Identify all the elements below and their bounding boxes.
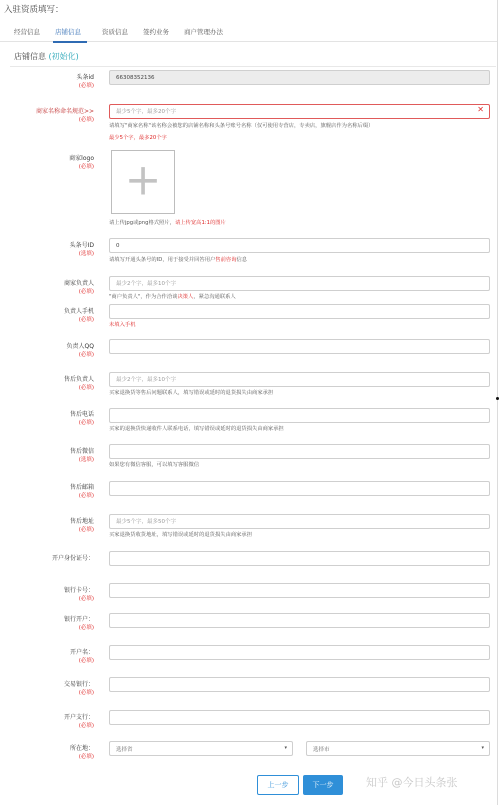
bank-card-input[interactable] <box>109 583 490 598</box>
clear-icon[interactable]: ✕ <box>477 105 484 114</box>
logo-hint <box>109 218 226 226</box>
prev-step-button[interactable]: 上一步 <box>257 775 299 795</box>
contact-qq-input[interactable] <box>109 339 490 354</box>
required-mark: (必填) <box>78 754 94 760</box>
required-mark: (必填) <box>78 690 94 696</box>
contact-hint-suffix: ，紧急沟通联系人 <box>193 294 236 300</box>
toutiao-id-hint-highlight: 售前咨询 <box>215 257 237 263</box>
chevron-down-icon: ▾ <box>284 745 287 751</box>
section-title-text: 店铺信息 <box>14 52 46 61</box>
shop-id-label: 头条id <box>76 74 94 81</box>
contact-phone-label-group <box>4 307 94 325</box>
aftersale-email-label: 售后邮箱 <box>69 484 94 491</box>
shop-id-label-group <box>4 73 94 91</box>
tab-bar <box>0 20 497 42</box>
required-mark: (必填) <box>78 289 94 295</box>
contact-phone-error: 未填入手机 <box>109 322 136 328</box>
location-label: 所在地： <box>69 745 94 752</box>
required-mark: (必填) <box>78 385 94 391</box>
chevron-down-icon: ▾ <box>481 745 484 751</box>
toutiao-id-hint-suffix: 信息 <box>236 257 248 263</box>
aftersale-wechat-label: 售后微信 <box>69 448 94 455</box>
contact-phone-label: 负责人手机 <box>63 308 94 315</box>
sub-branch-label-group <box>4 713 94 731</box>
aftersale-contact-input[interactable]: 最少2个字，最多10个字 <box>109 372 490 387</box>
toutiao-id-hint <box>109 255 247 263</box>
contact-qq-label-group <box>4 342 94 360</box>
page-border <box>497 0 498 805</box>
aftersale-address-hint: 买家退换货收货地址，填写错误或延时的退货损失由商家承担 <box>109 532 253 538</box>
tab-business-info[interactable]: 经营信息 <box>14 28 40 36</box>
tab-shop-info[interactable]: 店铺信息 <box>55 28 81 36</box>
aftersale-contact-label-group <box>4 375 94 393</box>
init-link[interactable]: (初始化) <box>48 52 79 61</box>
required-mark: (必填) <box>78 596 94 602</box>
id-card-label-group <box>4 554 94 563</box>
required-mark: (必填) <box>78 527 94 533</box>
bank-branch-label: 银行开户： <box>63 616 94 623</box>
settle-bank-label: 交易银行： <box>63 681 94 688</box>
aftersale-address-input[interactable]: 最少5个字，最多50个字 <box>109 514 490 529</box>
province-select[interactable] <box>109 741 293 756</box>
required-mark: (必填) <box>78 83 94 89</box>
city-select-value: 选择市 <box>313 747 330 753</box>
aftersale-wechat-label-group <box>4 447 94 465</box>
toutiao-id-label-group <box>4 241 94 259</box>
logo-upload-box[interactable] <box>111 150 175 214</box>
shop-name-label-link[interactable]: 商家名称命名规范>> <box>35 108 94 115</box>
plus-icon: + <box>124 154 162 206</box>
shop-id-field: 66308352136 <box>109 70 490 85</box>
toutiao-id-label: 头条号ID <box>69 242 94 249</box>
shop-name-hint: 请填写"商家名称"该名称会被您的店铺名称和头条号账号名称（仅可使用专营店，专卖店，旗舰店作为名称后缀） <box>109 123 374 129</box>
tab-qualification-info[interactable]: 资质信息 <box>102 28 128 36</box>
bank-card-label-group <box>4 586 94 604</box>
shop-name-input[interactable] <box>109 104 490 119</box>
shop-name-placeholder: 最少5个字，最多20个字 <box>116 109 176 115</box>
logo-label: 商家logo <box>69 155 94 162</box>
bank-branch-label-group <box>4 615 94 633</box>
account-name-label: 开户名： <box>69 649 94 656</box>
account-name-label-group <box>4 648 94 666</box>
aftersale-contact-label: 售后负责人 <box>63 376 94 383</box>
contact-hint-highlight: 决策人 <box>177 294 194 300</box>
sub-branch-label: 开户支行： <box>63 714 94 721</box>
aftersale-phone-hint: 买家的退换货快递收件人联系电话，填写错误或延时的退货损失由商家承担 <box>109 426 284 432</box>
logo-hint-text: 请上传jpg或png格式照片， <box>109 220 175 226</box>
toutiao-id-hint-text: 请填写开通头条号的ID，用于接受并回答用户 <box>109 257 216 263</box>
toutiao-id-input[interactable]: 0 <box>109 238 490 253</box>
contact-label-group <box>4 279 94 297</box>
required-mark: (必填) <box>78 164 94 170</box>
aftersale-email-input[interactable] <box>109 481 490 496</box>
aftersale-phone-label: 售后电话 <box>69 411 94 418</box>
next-step-button[interactable]: 下一步 <box>303 775 343 795</box>
id-card-label: 开户身份证号： <box>51 555 94 562</box>
required-mark: (必填) <box>78 420 94 426</box>
aftersale-contact-hint: 买家退换货等售后问题联系人，填写错误或延时的退货损失由商家承担 <box>109 390 274 396</box>
account-name-input[interactable] <box>109 645 490 660</box>
required-mark: (必填) <box>78 317 94 323</box>
logo-label-group <box>4 154 94 172</box>
contact-hint-text: "商户负责人"，作为合作洽谈 <box>109 294 178 300</box>
required-mark: (必填) <box>78 352 94 358</box>
required-mark: (必填) <box>78 117 94 123</box>
required-mark: (必填) <box>78 493 94 499</box>
shop-name-label-group <box>4 107 94 125</box>
section-divider <box>10 66 496 67</box>
required-mark: (必填) <box>78 625 94 631</box>
active-tab-indicator <box>53 41 87 43</box>
location-label-group <box>4 744 94 762</box>
shop-name-error: 最少5个字，最多20个字 <box>109 135 167 141</box>
sub-branch-input[interactable] <box>109 710 490 725</box>
aftersale-address-label-group <box>4 517 94 535</box>
section-title <box>14 51 79 62</box>
aftersale-phone-input[interactable] <box>109 408 490 423</box>
optional-mark: (选填) <box>78 251 94 257</box>
id-card-input[interactable] <box>109 551 490 566</box>
city-select[interactable] <box>306 741 490 756</box>
bank-branch-input[interactable] <box>109 613 490 628</box>
page-title: 入驻资质填写： <box>4 5 64 15</box>
optional-mark: (选填) <box>78 457 94 463</box>
aftersale-address-label: 售后地址 <box>69 518 94 525</box>
settle-bank-label-group <box>4 680 94 698</box>
aftersale-email-label-group <box>4 483 94 501</box>
aftersale-wechat-input[interactable] <box>109 444 490 459</box>
required-mark: (必填) <box>78 723 94 729</box>
contact-input[interactable]: 最少2个字，最多10个字 <box>109 276 490 291</box>
tab-merchant-rules[interactable]: 商户管理办法 <box>184 28 223 36</box>
bank-card-label: 银行卡号： <box>63 587 94 594</box>
province-select-value: 选择省 <box>116 747 133 753</box>
logo-hint-ratio: 请上传宽高1:1的图片 <box>174 220 226 226</box>
aftersale-wechat-hint: 如果您有微信客服，可以填写客服微信 <box>109 462 200 468</box>
aftersale-phone-label-group <box>4 410 94 428</box>
contact-phone-input[interactable] <box>109 304 490 319</box>
tab-contract-business[interactable]: 签约业务 <box>143 28 169 36</box>
contact-label: 商家负责人 <box>63 280 94 287</box>
contact-hint <box>109 292 236 300</box>
required-mark: (必填) <box>78 658 94 664</box>
contact-qq-label: 负责人QQ <box>66 343 94 350</box>
watermark: 知乎 @今日头条张 <box>366 776 458 789</box>
settle-bank-input[interactable] <box>109 677 490 692</box>
